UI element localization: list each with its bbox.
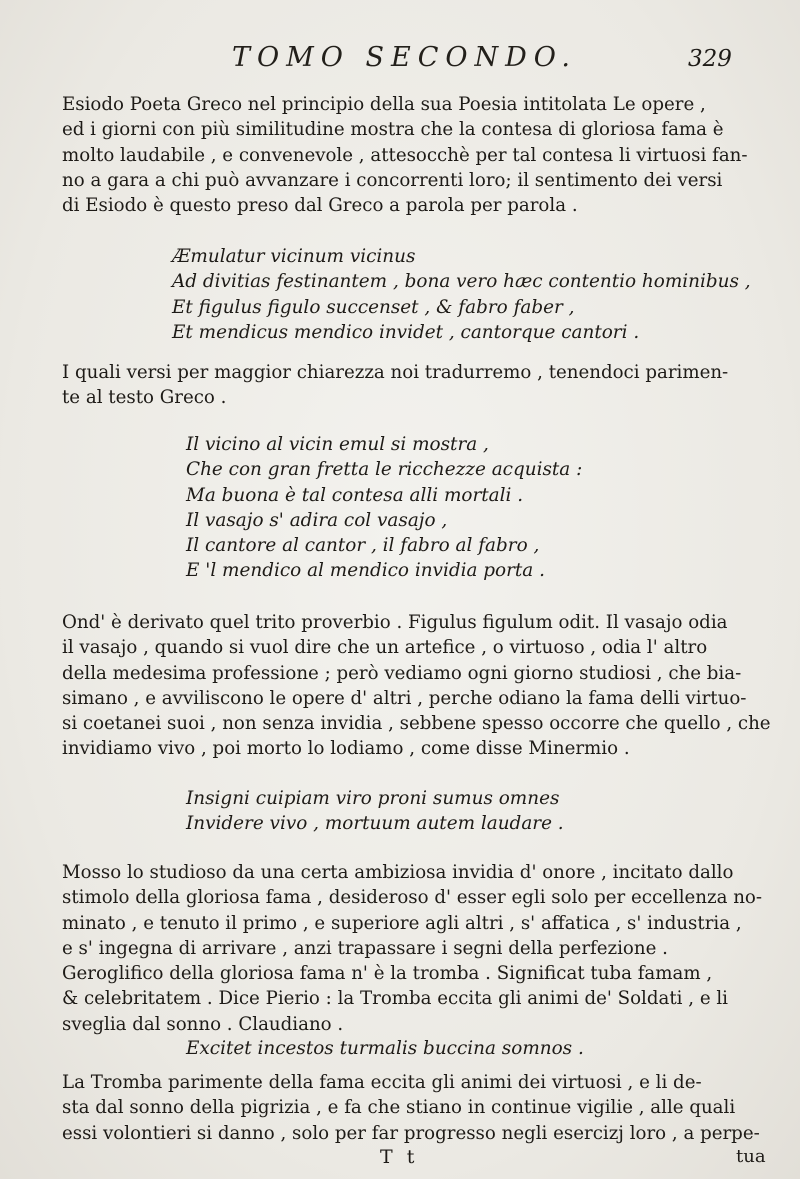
verse-line: Æmulatur vicinum vicinus: [172, 246, 416, 267]
text-line: sveglia dal sonno . Claudiano .: [62, 1013, 344, 1035]
verse-line: Il cantore al cantor , il fabro al fabro ,: [186, 535, 540, 557]
verse-line: Invidere vivo , mortuum autem laudare .: [186, 813, 564, 835]
verse-line: Ma buona è tal contesa alli mortali .: [186, 484, 524, 506]
text-line: e s' ingegna di arrivare , anzi trapassare i segni della perfezione .: [62, 937, 668, 959]
verse-line: Et figulus figulo succenset , & fabro faber ,: [172, 296, 575, 318]
running-head-title: TOMO SECONDO.: [232, 42, 577, 73]
paragraph-tromba: [62, 1070, 774, 1146]
text-line: I quali versi per maggior chiarezza noi tradurremo , tenendoci parimen-: [62, 362, 729, 383]
verse-line: Il vasajo s' adira col vasajo ,: [186, 509, 448, 531]
text-line: La Tromba parimente della fama eccita gli animi dei virtuosi , e li de-: [62, 1072, 702, 1093]
text-line: si coetanei suoi , non senza invidia , sebbene spesso occorre che quello , che: [62, 713, 771, 735]
verse-line: Ad divitias festinantem , bona vero hæc contentio hominibus ,: [172, 271, 751, 293]
text-line: te al testo Greco .: [62, 387, 227, 409]
paragraph-studioso: [62, 860, 774, 1037]
text-line: Mosso lo studioso da una certa ambiziosa invidia d' onore , incitato dallo: [62, 862, 734, 883]
text-line: molto laudabile , e convenevole , attesocchè per tal contesa li virtuosi fan-: [62, 144, 748, 166]
paragraph-traduzione: [62, 360, 774, 411]
verse-line: Che con gran fretta le ricchezze acquista :: [186, 459, 583, 481]
text-line: simano , e avviliscono le opere d' altri , perche odiano la fama delli virtuo-: [62, 687, 747, 709]
latin-verse-claudiano: [186, 1036, 584, 1061]
text-line: Geroglifico della gloriosa fama n' è la tromba . Significat tuba famam ,: [62, 963, 713, 985]
latin-verse-minermio: [186, 786, 564, 837]
catchword: tua: [736, 1146, 766, 1167]
latin-verse-hesiod: [172, 244, 751, 345]
verse-line: Insigni cuipiam viro proni sumus omnes: [186, 788, 560, 809]
text-line: della medesima professione ; però vediamo ogni giorno studiosi , che bia-: [62, 662, 742, 684]
text-line: stimolo della gloriosa fama , desiderosо d' esser egli solo per eccellenza no-: [62, 887, 763, 909]
italian-verse-translation: [186, 432, 582, 584]
paragraph-esiodo: [62, 92, 774, 218]
text-line: & celebritatem . Dice Pierio : la Tromba eccita gli animi de' Soldati , e li: [62, 988, 729, 1010]
text-line: Ond' è derivato quel trito proverbio . Figulus figulum odit. Il vasajo odia: [62, 612, 728, 633]
page-number: 329: [688, 46, 732, 72]
signature-mark: T t: [380, 1146, 419, 1168]
text-line: sta dal sonno della pigrizia , e fa che stiano in continue vigilie , alle quali: [62, 1097, 736, 1119]
verse-line: Et mendicus mendico invidet , cantorque cantori .: [172, 321, 640, 343]
text-line: Esiodo Poeta Greco nel principio della sua Poesia intitolata Le opere ,: [62, 94, 706, 115]
running-header: [0, 42, 800, 82]
text-line: di Esiodo è questo preso dal Greco a parola per parola .: [62, 195, 578, 217]
text-line: minato , e tenuto il primo , e superiore agli altri , s' affatica , s' industria ,: [62, 912, 742, 934]
text-line: no a gara a chi può avvanzare i concorrenti loro; il sentimento dei versi: [62, 169, 723, 191]
text-line: essi volontieri si danno , solo per far progresso negli esercizj loro , a perpe-: [62, 1122, 760, 1144]
text-line: il vasajo , quando si vuol dire che un artefice , o virtuoso , odia l' altro: [62, 637, 708, 659]
verse-line: Excitet incestos turmalis buccina somnos .: [186, 1038, 584, 1059]
text-line: invidiamo vivo , poi morto lo lodiamo , come disse Minermio .: [62, 738, 630, 760]
verse-line: Il vicino al vicin emul si mostra ,: [186, 434, 489, 455]
text-line: ed i giorni con più similitudine mostra che la contesa di gloriosa fama è: [62, 119, 724, 141]
paragraph-proverbio: [62, 610, 774, 762]
verse-line: E 'l mendico al mendico invidia porta .: [186, 560, 545, 582]
